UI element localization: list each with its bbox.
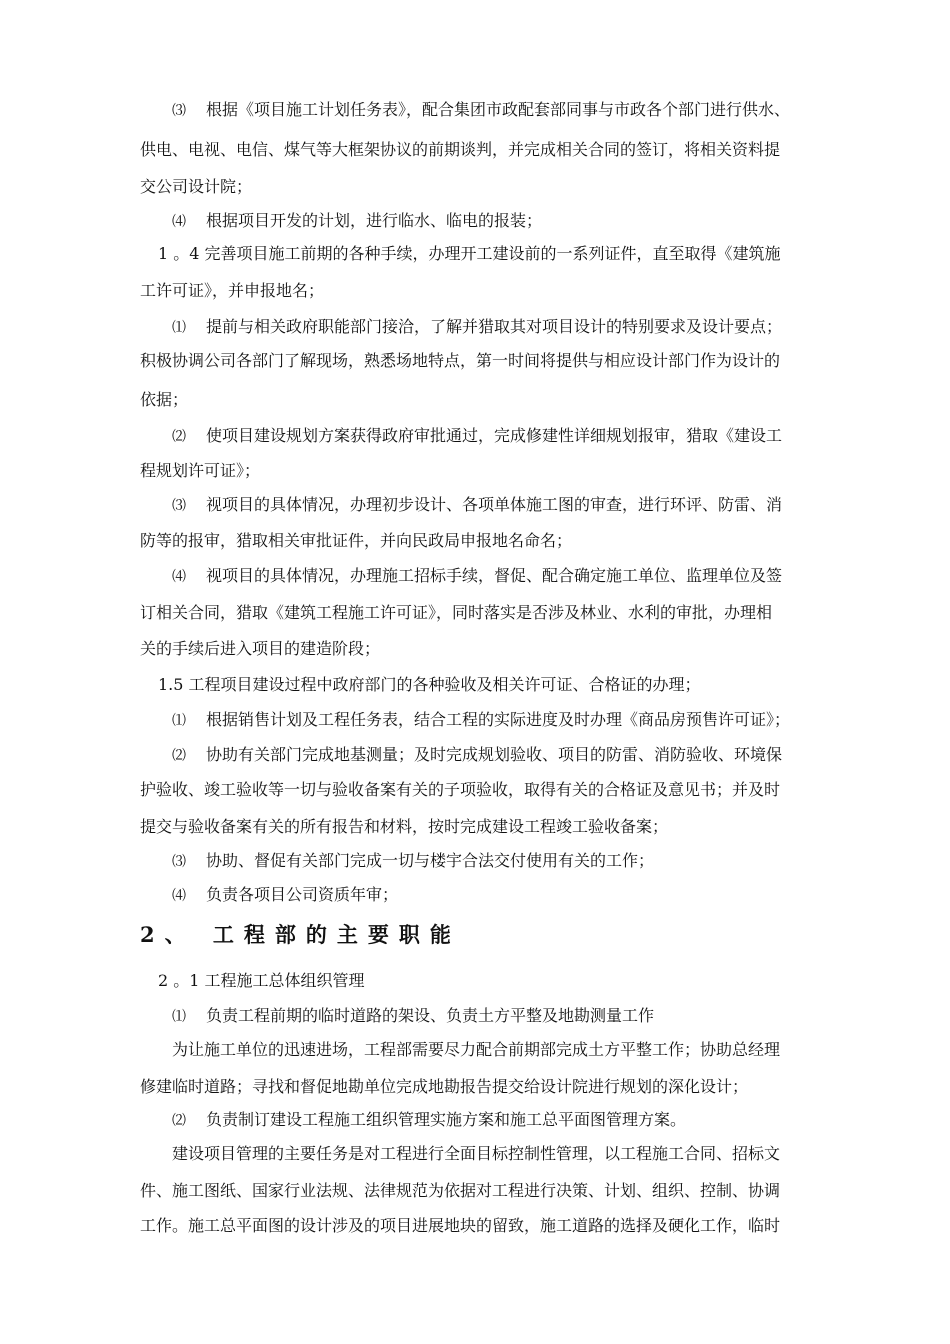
list-marker: ⑶ [172,498,186,514]
subsection-heading: 1 。4 完善项目施工前期的各种手续，办理开工建设前的一系列证件，直至取得《建筑施 [158,244,781,263]
line-text: 协助有关部门完成地基测量；及时完成规划验收、项目的防雷、消防验收、环境保 [206,745,783,764]
list-marker: ⑴ [172,713,186,729]
paragraph-line [172,565,820,588]
paragraph-line [172,850,820,873]
line-text: 负责制订建设工程施工组织管理实施方案和施工总平面图管理方案。 [206,1110,687,1129]
paragraph-line: 程规划许可证》； [140,461,261,480]
line-text: 视项目的具体情况，办理施工招标手续，督促、配合确定施工单位、监理单位及签 [206,566,783,585]
list-marker: ⑵ [172,1113,186,1129]
paragraph-line: 提交与验收备案有关的所有报告和材料，按时完成建设工程竣工验收备案； [140,817,669,836]
list-marker: ⑵ [172,748,186,764]
paragraph-line [172,744,820,767]
paragraph-line [172,884,820,907]
paragraph-line: 供电、电视、电信、煤气等大框架协议的前期谈判，并完成相关合同的签订，将相关资料提 [140,140,781,159]
line-text: 视项目的具体情况，办理初步设计、各项单体施工图的审查，进行环评、防雷、消 [206,495,783,514]
line-text: 负责各项目公司资质年审； [206,885,399,904]
subsection-heading: 1.5 工程项目建设过程中政府部门的各种验收及相关许可证、合格证的办理； [158,675,701,694]
paragraph-line [172,316,820,339]
paragraph-line: 为让施工单位的迅速进场，工程部需要尽力配合前期部完成土方平整工作；协助总经理 [172,1040,781,1059]
line-text: 使项目建设规划方案获得政府审批通过，完成修建性详细规划报审，猎取《建设工 [206,426,783,445]
line-text: 提前与相关政府职能部门接洽，了解并猎取其对项目设计的特别要求及设计要点； [206,317,783,336]
paragraph-line: 件、施工图纸、国家行业法规、法律规范为依据对工程进行决策、计划、组织、控制、协调 [140,1181,781,1200]
paragraph-line [172,425,820,448]
list-marker: ⑷ [172,569,186,585]
paragraph-line: 建设项目管理的主要任务是对工程进行全面目标控制性管理，以工程施工合同、招标文 [172,1144,781,1163]
list-marker: ⑶ [172,854,186,870]
paragraph-line: 关的手续后进入项目的建造阶段； [140,639,381,658]
line-text: 协助、督促有关部门完成一切与楼宇合法交付使用有关的工作； [206,851,655,870]
paragraph-line [172,1005,820,1028]
list-marker: ⑴ [172,320,186,336]
paragraph-line [172,210,820,233]
line-text: 根据《项目施工计划任务表》，配合集团市政配套部同事与市政各个部门进行供水、 [206,100,791,119]
list-marker: ⑴ [172,1009,186,1025]
subsection-heading: 2 。1 工程施工总体组织管理 [158,971,365,990]
list-marker: ⑵ [172,429,186,445]
list-marker: ⑶ [172,103,186,119]
paragraph-line: 交公司设计院； [140,177,253,196]
line-text: 负责工程前期的临时道路的架设、负责土方平整及地勘测量工作 [206,1006,655,1025]
paragraph-line: 修建临时道路；寻找和督促地勘单位完成地勘报告提交给设计院进行规划的深化设计； [140,1077,749,1096]
paragraph-line [172,1109,820,1132]
paragraph-line: 积极协调公司各部门了解现场，熟悉场地特点，第一时间将提供与相应设计部门作为设计的 [140,351,781,370]
paragraph-line: 工许可证》，并申报地名； [140,281,325,300]
paragraph-line: 依据； [140,390,189,409]
line-text: 根据项目开发的计划，进行临水、临电的报装； [206,211,543,230]
paragraph-line: 防等的报审，猎取相关审批证件，并向民政局申报地名命名； [140,531,573,550]
paragraph-line [172,494,820,517]
paragraph-line: 工作。施工总平面图的设计涉及的项目进展地块的留致，施工道路的选择及硬化工作，临时 [140,1216,781,1235]
paragraph-line [172,99,820,122]
section-heading: 2、 工程部的主要职能 [140,922,461,947]
paragraph-line: 护验收、竣工验收等一切与验收备案有关的子项验收，取得有关的合格证及意见书；并及时 [140,780,781,799]
paragraph-line: 订相关合同，猎取《建筑工程施工许可证》，同时落实是否涉及林业、水利的审批，办理相 [140,603,773,622]
list-marker: ⑷ [172,214,186,230]
paragraph-line [172,709,820,732]
list-marker: ⑷ [172,888,186,904]
line-text: 根据销售计划及工程任务表，结合工程的实际进度及时办理《商品房预售许可证》； [206,710,791,729]
